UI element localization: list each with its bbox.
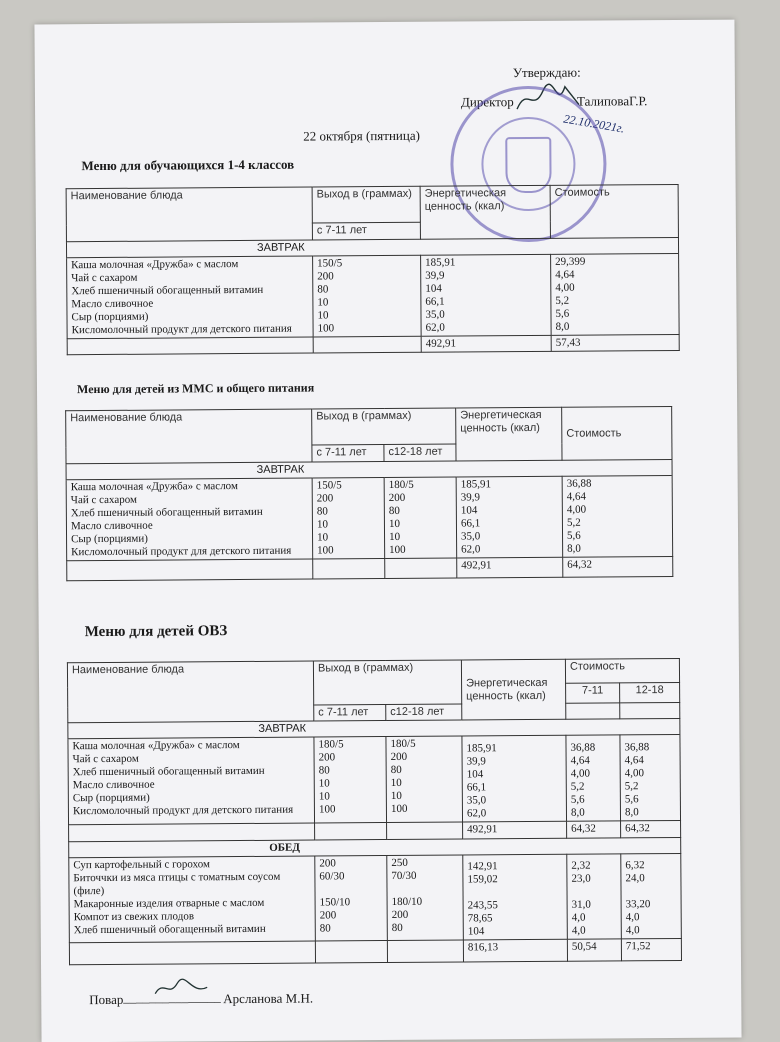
menu1-outputs <box>313 255 422 337</box>
list-item: Сыр (порциями) <box>72 791 150 805</box>
list-item: 4,0 <box>625 911 640 924</box>
menu3-breakfast-costs-7-11 <box>566 735 621 821</box>
list-item: 200 <box>318 751 336 764</box>
list-item: 5,2 <box>555 294 570 307</box>
director-name: ТалиповаГ.Р. <box>576 93 648 109</box>
list-item <box>467 886 562 900</box>
list-item: 80 <box>319 922 331 935</box>
list-item: Сыр (порциями) <box>71 532 148 546</box>
list-item: Чай с сахаром <box>71 271 138 285</box>
menu2-header-name: Наименование блюда <box>66 409 312 464</box>
list-item: 4,64 <box>566 490 587 503</box>
list-item: 5,6 <box>555 307 570 320</box>
menu3-lunch-energies <box>463 854 568 940</box>
menu3-breakfast-costs-12-18 <box>620 734 681 820</box>
list-item: 159,02 <box>467 873 498 886</box>
list-item: 8,0 <box>555 320 570 333</box>
cook-signature-line: _______________ <box>123 989 221 1005</box>
list-item: 8,0 <box>570 806 585 819</box>
list-item: Хлеб пшеничный обогащенный витамин <box>73 922 266 937</box>
menu2-outputs-12-18 <box>384 477 457 559</box>
list-item: 200 <box>319 909 337 922</box>
list-item: 104 <box>425 282 442 295</box>
list-item: 200 <box>390 750 408 763</box>
list-item: 29,399 <box>555 255 586 268</box>
menu3-header-age2: с12-18 лет <box>386 704 462 721</box>
list-item: 80 <box>317 283 329 296</box>
list-item: 100 <box>389 543 406 556</box>
list-item: 200 <box>388 491 406 504</box>
list-item: Суп картофельный с горохом <box>73 858 211 872</box>
menu3-breakfast-outputs-12-18 <box>386 736 463 823</box>
menu2-costs <box>562 476 673 558</box>
list-item <box>319 883 382 896</box>
list-item: 36,88 <box>566 477 592 490</box>
date-line: 22 октября (пятница) <box>303 127 420 144</box>
list-item: 180/5 <box>390 737 416 750</box>
menu3-header-age1: с 7-11 лет <box>314 705 386 722</box>
menu3-lunch-dishes <box>69 856 316 943</box>
list-item: Масло сливочное <box>71 297 154 311</box>
list-item: 150/5 <box>317 257 343 270</box>
menu3-lunch-outputs-12-18 <box>387 855 464 941</box>
menu2-outputs-7-11 <box>312 478 385 560</box>
list-item: Чай с сахаром <box>70 493 138 507</box>
list-item: 4,64 <box>555 268 575 281</box>
menu1-total-cost: 57,43 <box>551 334 679 351</box>
list-item: 4,00 <box>624 767 644 780</box>
list-item: Каша молочная «Дружба» с маслом <box>72 739 240 753</box>
list-item: 104 <box>460 504 478 517</box>
menu3-header-energy: Энергетическая ценность (ккал) <box>461 659 565 720</box>
list-item: 100 <box>318 803 336 816</box>
list-item: 39,9 <box>466 755 486 768</box>
menu1-table <box>66 184 680 355</box>
menu2-section-breakfast: ЗАВТРАК <box>66 460 672 480</box>
list-item: 4,64 <box>624 754 644 767</box>
list-item: Хлеб пшеничный обогащенный витамин <box>70 505 263 520</box>
director-label: Директор <box>460 94 514 110</box>
list-item: 180/5 <box>318 738 344 751</box>
list-item: 180/10 <box>391 895 423 908</box>
list-item: 5,2 <box>570 780 585 793</box>
menu1-dishes <box>67 256 314 339</box>
list-item: Биточчки из мяса птицы с томатным соусом (филе) <box>73 870 281 898</box>
list-item: 80 <box>316 505 328 518</box>
list-item: 62,0 <box>461 543 481 556</box>
menu-document <box>34 20 741 1042</box>
list-item: 10 <box>318 790 330 803</box>
list-item: 78,65 <box>467 912 493 925</box>
list-item: 80 <box>318 764 330 777</box>
menu2-header-age1: с 7-11 лет <box>312 445 384 463</box>
list-item: 250 <box>391 856 408 869</box>
list-item: 39,9 <box>425 269 445 282</box>
list-item: 62,0 <box>466 807 487 820</box>
menu3-breakfast-total-cost-12-18: 64,32 <box>621 820 681 837</box>
approve-label: Утверждаю: <box>512 64 581 81</box>
menu3-breakfast-total-energy: 492,91 <box>463 821 567 839</box>
menu3-table <box>67 658 682 965</box>
menu2-table <box>65 406 673 581</box>
list-item: 8,0 <box>624 806 639 819</box>
menu2-header-age2: с12-18 лет <box>384 444 456 462</box>
menu2-header-output: Выход в (граммах) <box>312 408 456 445</box>
list-item: 5,6 <box>624 793 639 806</box>
list-item: 8,0 <box>567 542 581 555</box>
menu3-breakfast-outputs-7-11 <box>314 737 387 824</box>
list-item: 80 <box>391 921 403 934</box>
list-item: 4,00 <box>566 503 587 516</box>
list-item: 66,1 <box>466 781 487 794</box>
list-item: 5,6 <box>566 529 581 542</box>
list-item: 70/30 <box>391 869 417 882</box>
menu1-title: Меню для обучающихся 1-4 классов <box>81 156 295 174</box>
list-item: Макаронные изделия отварные с маслом <box>73 896 265 911</box>
list-item: 35,0 <box>425 308 445 321</box>
list-item: 36,88 <box>624 741 650 754</box>
list-item: 10 <box>390 789 402 802</box>
list-item: 60/30 <box>319 870 345 883</box>
list-item: 31,0 <box>571 898 591 911</box>
menu3-breakfast-dishes <box>68 737 315 825</box>
list-item: 142,91 <box>467 860 498 873</box>
menu3-title: Меню для детей ОВЗ <box>84 623 228 641</box>
list-item: 100 <box>317 544 334 557</box>
menu3-section-breakfast: ЗАВТРАК <box>68 718 680 738</box>
list-item: 6,32 <box>625 859 645 872</box>
list-item: Хлеб пшеничный обогащенный витамин <box>72 764 265 779</box>
menu3-lunch-total-energy: 816,13 <box>463 939 567 962</box>
menu2-total-energy: 492,91 <box>457 557 563 578</box>
menu3-lunch-total-cost-12-18: 71,52 <box>621 938 681 960</box>
list-item: 104 <box>466 768 484 781</box>
menu1-header-age: с 7-11 лет <box>312 222 420 240</box>
menu3-header-cost: Стоимость <box>565 658 679 683</box>
list-item: 10 <box>316 518 328 531</box>
list-item: 10 <box>317 296 329 309</box>
sign-date: 22.10.2021г. <box>562 111 626 136</box>
list-item: 23,0 <box>571 872 591 885</box>
list-item: 185,91 <box>466 742 497 755</box>
list-item: Каша молочная «Дружба» с маслом <box>71 258 239 272</box>
menu1-header-name: Наименование блюда <box>66 187 312 242</box>
list-item: Масло сливочное <box>72 778 155 792</box>
menu3-header-name: Наименование блюда <box>67 661 313 723</box>
list-item: 10 <box>388 530 401 543</box>
list-item <box>571 885 616 898</box>
list-item: 243,55 <box>467 899 498 912</box>
list-item: 5,6 <box>570 793 585 806</box>
list-item: 4,64 <box>570 754 590 767</box>
list-item: 4,00 <box>570 767 590 780</box>
list-item: 10 <box>388 517 400 530</box>
list-item: 200 <box>316 492 334 505</box>
menu2-header-energy: Энергетическая ценность (ккал) <box>456 407 562 461</box>
menu2-energies <box>456 476 563 558</box>
menu1-header-energy: Энергетическая ценность (ккал) <box>420 185 550 239</box>
menu2-title: Меню для детей из МMC и общего питания <box>76 380 315 397</box>
list-item: 4,0 <box>571 911 586 924</box>
list-item: 62,0 <box>425 321 445 334</box>
list-item <box>625 885 676 898</box>
list-item: 4,0 <box>571 924 586 937</box>
list-item: Кисломолочный продукт для детского питания <box>71 544 292 559</box>
list-item: 35,0 <box>460 530 481 543</box>
menu3-breakfast-total-cost-7-11: 64,32 <box>567 821 621 838</box>
list-item: 80 <box>388 504 400 517</box>
list-item: 185,91 <box>460 478 491 491</box>
cook-name: Арсланова М.Н. <box>223 990 314 1007</box>
menu3-lunch-total-cost-7-11: 50,54 <box>567 939 621 961</box>
list-item: 185,91 <box>425 256 456 269</box>
list-item: 200 <box>319 857 336 870</box>
list-item: 5,2 <box>624 780 639 793</box>
list-item: 4,00 <box>555 281 575 294</box>
list-item: 10 <box>317 531 329 544</box>
list-item: 104 <box>467 925 485 938</box>
menu3-header-cost-12-18: 12-18 <box>620 682 680 702</box>
list-item: 36,88 <box>570 741 596 754</box>
list-item: 80 <box>390 763 402 776</box>
menu3-header-cost-7-11: 7-11 <box>566 683 620 703</box>
cook-label: Повар <box>89 991 124 1008</box>
list-item: 200 <box>391 908 409 921</box>
list-item: 2,32 <box>571 859 591 872</box>
list-item: Каша молочная «Дружба» с маслом <box>70 480 238 494</box>
list-item: 66,1 <box>460 517 481 530</box>
menu3-lunch-costs-12-18 <box>621 853 682 938</box>
list-item: 200 <box>317 270 334 283</box>
menu3-breakfast-energies <box>462 735 567 822</box>
menu3-header-output: Выход в (граммах) <box>313 660 461 705</box>
list-item: Кисломолочный продукт для детского питания <box>71 322 292 337</box>
list-item: 66,1 <box>425 295 445 308</box>
menu1-total-energy: 492,91 <box>421 335 551 352</box>
cook-signature <box>151 975 211 1001</box>
list-item: 100 <box>317 322 335 335</box>
list-item: Сыр (порциями) <box>71 310 149 324</box>
menu3-section-lunch: ОБЕД <box>69 837 681 857</box>
list-item: 180/5 <box>388 478 414 491</box>
list-item: 4,0 <box>625 924 640 937</box>
list-item: 10 <box>317 309 329 322</box>
list-item <box>391 883 458 896</box>
menu3-lunch-costs-7-11 <box>567 854 622 939</box>
list-item: 33,20 <box>625 898 651 911</box>
list-item: 5,2 <box>566 516 581 529</box>
menu2-dishes <box>66 478 313 561</box>
menu3-lunch-outputs-7-11 <box>315 856 388 942</box>
menu1-header-cost: Стоимость <box>550 184 678 238</box>
list-item: 150/5 <box>316 479 342 492</box>
list-item: Кисломолочный продукт для детского питания <box>72 803 294 818</box>
list-item: 100 <box>390 802 408 815</box>
menu1-section-breakfast: ЗАВТРАК <box>66 237 678 257</box>
menu1-costs <box>551 253 680 335</box>
list-item: 24,0 <box>625 872 645 885</box>
list-item: Хлеб пшеничный обогащенный витамин <box>71 283 264 298</box>
menu2-total-cost: 64,32 <box>563 557 673 578</box>
menu1-header-output: Выход в (граммах) <box>312 186 420 223</box>
menu2-header-cost: Стоимость <box>562 407 672 461</box>
list-item: 35,0 <box>466 794 487 807</box>
list-item: Масло сливочное <box>70 519 153 533</box>
menu1-energies <box>421 254 552 336</box>
list-item: Чай с сахаром <box>72 752 139 766</box>
list-item: Компот из свежих плодов <box>73 910 195 924</box>
list-item: 39,9 <box>460 491 481 504</box>
list-item: 10 <box>390 776 402 789</box>
list-item: 10 <box>318 777 330 790</box>
list-item: 150/10 <box>319 896 351 909</box>
